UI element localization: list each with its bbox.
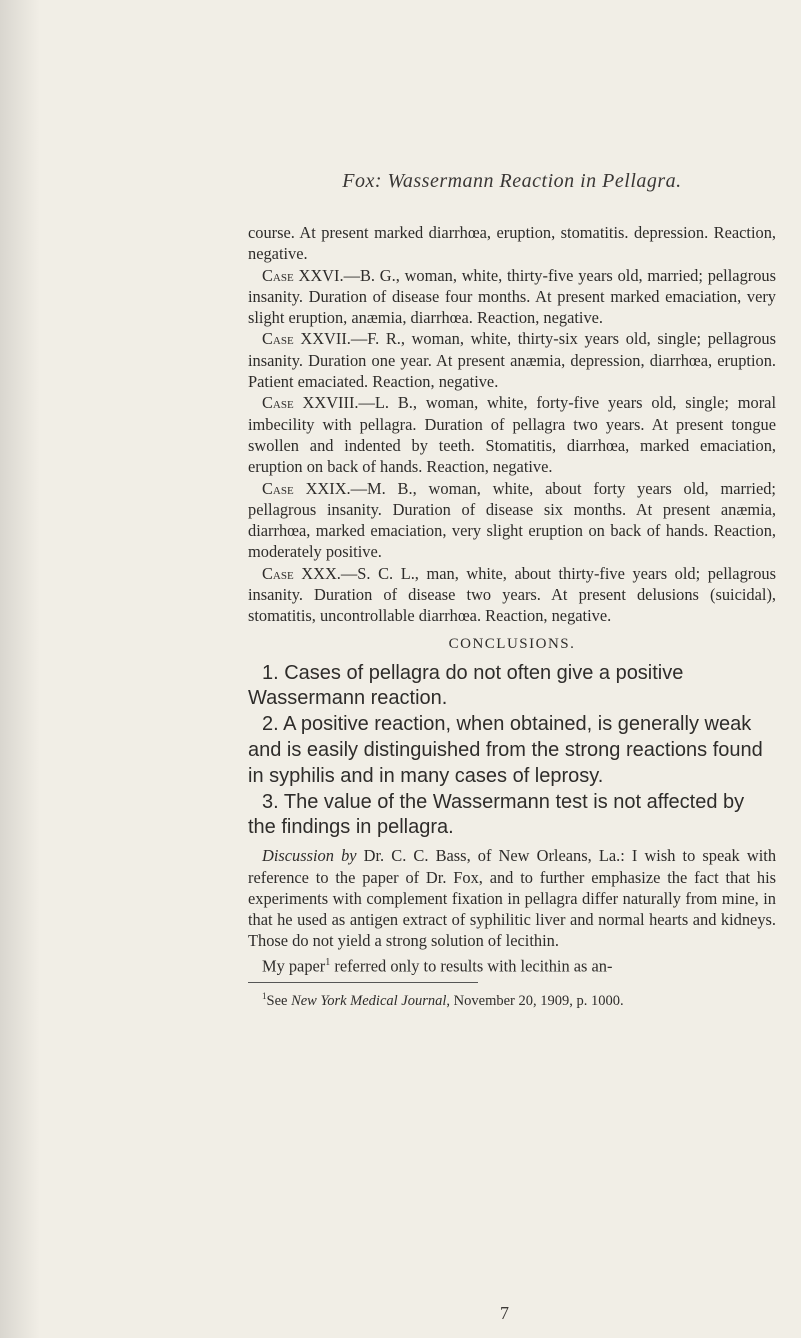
case-label: Case XXVII. xyxy=(262,329,351,349)
paragraph-text: —L. B., woman, white, forty-five years old, single; moral imbecility with pellagra. Duration of pellagra two years. At present tongue swollen and indented by teeth. Stomatitis, diarrhœa, marked emaciation, eruption on back of hands. Reaction, negative. xyxy=(248,393,776,477)
case-xxvi-paragraph xyxy=(248,265,776,329)
footnote xyxy=(248,987,776,1011)
page-number: 7 xyxy=(500,1303,509,1323)
case-label: Case XXX. xyxy=(262,563,341,583)
paragraph-text: —M. B., woman, white, about forty years old, married; pellagrous insanity. Duration of disease six months. At present anæmia, diarrhœa, marked emaciation, very slight eruption on back of hands. Reaction, moderately positive. xyxy=(248,478,776,562)
case-label: Case XXVIII. xyxy=(262,393,359,413)
discussion-paragraph xyxy=(248,845,776,951)
conclusion-item: 1. Cases of pellagra do not often give a positive Wassermann reaction. xyxy=(248,661,684,710)
paragraph-text: course. At present marked diarrhœa, eruption, stomatitis. depression. Reaction, negative. xyxy=(248,223,776,264)
case-xxx-paragraph xyxy=(248,563,776,627)
case-xxvii-paragraph xyxy=(248,328,776,392)
running-head: Fox: Wassermann Reaction in Pellagra. xyxy=(342,170,682,192)
paragraph-text: —S. C. L., man, white, about thirty-five years old; pellagrous insanity. Duration of disease two years. At present delusions (suicidal), stomatitis, uncontrollable diarrhœa. Reaction, negative. xyxy=(248,563,776,626)
footnote-marker: 1 xyxy=(262,991,267,1002)
paragraph-text: —B. G., woman, white, thirty-five years old, married; pellagrous insanity. Duration of disease four months. At present marked emaciation, very slight eruption, anæmia, diarrhœa. Reaction, negative. xyxy=(248,265,776,328)
page-body xyxy=(248,222,776,1011)
footnote-reference: 1 xyxy=(325,956,331,968)
footnote-rule xyxy=(248,982,478,983)
case-label: Case XXVI. xyxy=(262,265,344,285)
footnote-rest: , November 20, 1909, p. 1000. xyxy=(446,993,624,1010)
footnote-journal: New York Medical Journal xyxy=(291,993,447,1010)
footnote-prefix: See xyxy=(266,993,292,1010)
paragraph-text: —F. R., woman, white, thirty-six years old, single; pellagrous insanity. Duration one year. At present anæmia, depression, diarrhœa, eruption. Patient emaciated. Reaction, negative. xyxy=(248,329,777,392)
conclusion-item: 3. The value of the Wassermann test is not affected by the findings in pellagra. xyxy=(248,790,745,839)
discussion-text: , of New Orleans, La.: I wish to speak with reference to the paper of Dr. Fox, and to further emphasize the fact that his experiments with complement fixation in pellagra differ naturally from mine, in that he used as antigen extract of syphilitic liver and normal hearts and kidneys. Those do not yield a strong solution of lecithin. xyxy=(248,846,777,951)
case-xxix-paragraph xyxy=(248,478,776,563)
conclusion-item: 2. A positive reaction, when obtained, is generally weak and is easily distinguished from the strong reactions found in syphilis and in many cases of leprosy. xyxy=(248,713,763,787)
discussion-continuation xyxy=(248,952,776,977)
conclusions-heading: CONCLUSIONS. xyxy=(448,635,576,652)
case-continuation-paragraph xyxy=(248,222,776,265)
case-label: Case XXIX. xyxy=(262,478,351,498)
discussion-speaker: Dr. C. C. Bass xyxy=(356,846,467,866)
discussion-text: referred only to results with lecithin as an- xyxy=(330,956,613,976)
discussion-label: Discussion by xyxy=(262,846,357,866)
page-edge-shadow xyxy=(0,0,40,1338)
case-xxviii-paragraph xyxy=(248,392,776,477)
discussion-text: My paper xyxy=(262,956,326,976)
